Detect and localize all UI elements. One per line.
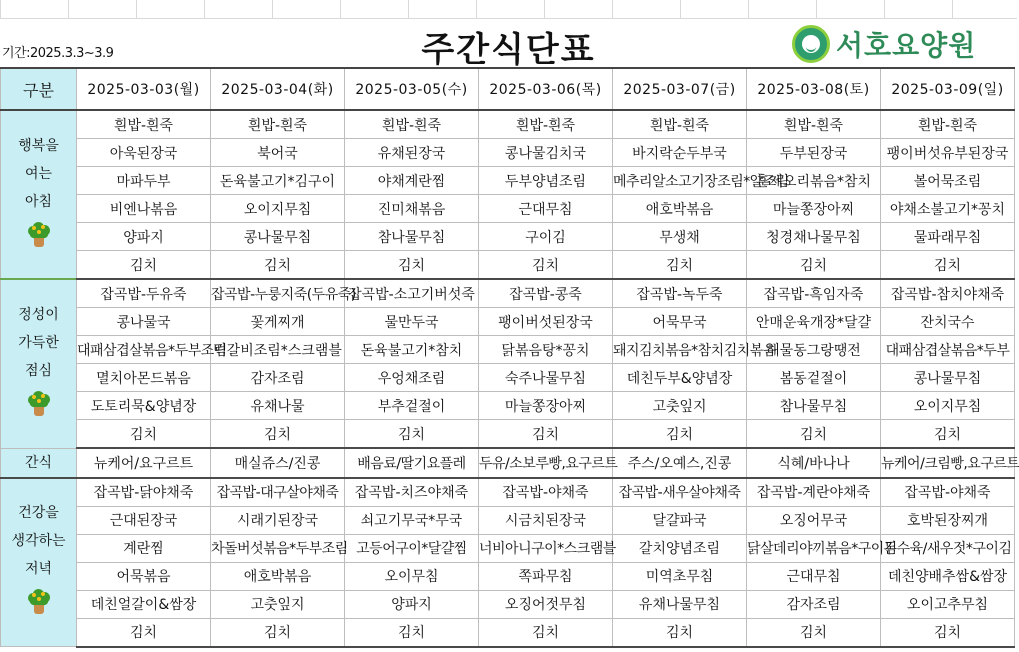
menu-item-cell: 뉴케어/요구르트 [77, 448, 211, 478]
potted-plant-icon [26, 589, 52, 615]
menu-item-cell: 물파래무침 [881, 223, 1015, 251]
section-label-line: 생각하는 [11, 533, 66, 550]
menu-item-cell: 유채나물무침 [613, 590, 747, 618]
menu-item-cell: 잡곡밥-콩죽 [479, 279, 613, 308]
potted-plant-icon [26, 391, 52, 417]
menu-item-cell: 야채소불고기*꽁치 [881, 195, 1015, 223]
menu-item-cell: 부추겉절이 [345, 392, 479, 420]
section-label-line: 정성이 [18, 306, 59, 323]
menu-item-cell: 잡곡밥-두유죽 [77, 279, 211, 308]
menu-item-cell: 양파지 [345, 590, 479, 618]
menu-item-cell: 흰밥-흰죽 [747, 110, 881, 139]
menu-item-cell: 돈육불고기*김구이 [211, 167, 345, 195]
menu-item-cell: 북어국 [211, 139, 345, 167]
logo-text: 서호요양원 [836, 29, 977, 62]
menu-item-cell: 김치 [211, 420, 345, 449]
menu-item-cell: 잡곡밥-닭야채죽 [77, 478, 211, 507]
menu-item-cell: 고춧잎지 [211, 590, 345, 618]
dinner-section-label [1, 478, 77, 647]
menu-item-cell: 고등어구이*달걀찜 [345, 534, 479, 562]
menu-item-cell: 김치 [479, 618, 613, 647]
menu-item-cell: 마늘쫑장아찌 [479, 392, 613, 420]
breakfast-row [1, 195, 1015, 223]
menu-item-cell: 김치 [613, 420, 747, 449]
menu-item-cell: 오이무침 [345, 562, 479, 590]
menu-item-cell: 김치 [881, 618, 1015, 647]
menu-item-cell: 시금치된장국 [479, 506, 613, 534]
snack-section-label [1, 448, 77, 478]
section-label-line: 아침 [24, 193, 53, 210]
menu-item-cell: 잔치국수 [881, 308, 1015, 336]
breakfast-row [1, 139, 1015, 167]
breakfast-row [1, 251, 1015, 280]
menu-item-cell: 떡갈비조림*스크램블 [211, 336, 345, 364]
menu-item-cell: 김치 [211, 251, 345, 280]
spreadsheet-grid-header [0, 0, 1017, 19]
dinner-row [1, 506, 1015, 534]
menu-item-cell: 고춧잎지 [613, 392, 747, 420]
menu-item-cell: 주스/오예스,진콩 [613, 448, 747, 478]
menu-item-cell: 뉴케어/크림빵,요구르트 [881, 448, 1015, 478]
menu-item-cell: 데친양배추쌈&쌈장 [881, 562, 1015, 590]
dinner-row [1, 562, 1015, 590]
menu-item-cell: 무생채 [613, 223, 747, 251]
menu-item-cell: 유채나물 [211, 392, 345, 420]
menu-item-cell: 흰밥-흰죽 [211, 110, 345, 139]
menu-item-cell: 근대무침 [747, 562, 881, 590]
menu-item-cell: 시래기된장국 [211, 506, 345, 534]
menu-item-cell: 돈수육/새우젓*구이김 [881, 534, 1015, 562]
menu-item-cell: 참나물무침 [345, 223, 479, 251]
menu-item-cell: 잡곡밥-새우살야채죽 [613, 478, 747, 507]
lunch-row [1, 392, 1015, 420]
menu-item-cell: 호박된장찌개 [881, 506, 1015, 534]
menu-item-cell: 도토리묵&양념장 [77, 392, 211, 420]
menu-item-cell: 매실쥬스/진콩 [211, 448, 345, 478]
menu-item-cell: 김치 [77, 251, 211, 280]
menu-item-cell: 오이고추무침 [881, 590, 1015, 618]
menu-item-cell: 김치 [613, 251, 747, 280]
menu-item-cell: 잡곡밥-누룽지죽(두유죽) [211, 279, 345, 308]
menu-item-cell: 콩나물김치국 [479, 139, 613, 167]
menu-item-cell: 감자조림 [747, 590, 881, 618]
menu-item-cell: 흰밥-흰죽 [613, 110, 747, 139]
section-label-line: 저녁 [24, 561, 53, 578]
menu-item-cell: 김치 [747, 618, 881, 647]
menu-item-cell: 근대된장국 [77, 506, 211, 534]
menu-item-cell: 김치 [613, 618, 747, 647]
menu-item-cell: 진미채볶음 [345, 195, 479, 223]
page-header [0, 18, 1017, 70]
menu-item-cell: 김치 [881, 420, 1015, 449]
day-header: 2025-03-05(수) [345, 68, 479, 110]
menu-item-cell: 우엉채조림 [345, 364, 479, 392]
menu-item-cell: 김치 [479, 420, 613, 449]
menu-item-cell: 숙주나물무침 [479, 364, 613, 392]
menu-item-cell: 멸치아몬드볶음 [77, 364, 211, 392]
smiley-logo-icon [792, 25, 830, 63]
menu-item-cell: 참나물무침 [747, 392, 881, 420]
menu-item-cell: 콩나물국 [77, 308, 211, 336]
menu-item-cell: 김치 [77, 420, 211, 449]
menu-item-cell: 식혜/바나나 [747, 448, 881, 478]
menu-item-cell: 오이지무침 [211, 195, 345, 223]
section-label-line: 가득한 [18, 334, 59, 351]
menu-item-cell: 팽이버섯된장국 [479, 308, 613, 336]
logo [792, 24, 976, 64]
menu-item-cell: 오징어무국 [747, 506, 881, 534]
dinner-row [1, 590, 1015, 618]
menu-item-cell: 마파두부 [77, 167, 211, 195]
dinner-row [1, 534, 1015, 562]
lunch-row [1, 364, 1015, 392]
menu-item-cell: 닭살데리야끼볶음*구이김 [747, 534, 881, 562]
menu-item-cell: 달걀파국 [613, 506, 747, 534]
menu-item-cell: 애호박볶음 [613, 195, 747, 223]
menu-item-cell: 김치 [345, 618, 479, 647]
menu-item-cell: 쇠고기무국*무국 [345, 506, 479, 534]
menu-item-cell: 데친두부&양념장 [613, 364, 747, 392]
menu-item-cell: 김치 [747, 420, 881, 449]
menu-table [0, 67, 1019, 648]
menu-item-cell: 감자조림 [211, 364, 345, 392]
menu-item-cell: 너비아니구이*스크램블 [479, 534, 613, 562]
menu-item-cell: 김치 [345, 420, 479, 449]
menu-item-cell: 비엔나볶음 [77, 195, 211, 223]
menu-item-cell: 해물동그랑땡전 [747, 336, 881, 364]
menu-item-cell: 닭볶음탕*꽁치 [479, 336, 613, 364]
day-header: 2025-03-09(일) [881, 68, 1015, 110]
menu-item-cell: 메추리알소고기장조림*알조림 [613, 167, 747, 195]
menu-item-cell: 콩나물무침 [211, 223, 345, 251]
section-label-line: 건강을 [18, 505, 59, 522]
menu-item-cell: 돼지김치볶음*참치김치볶음 [613, 336, 747, 364]
menu-item-cell: 꽃게찌개 [211, 308, 345, 336]
menu-item-cell: 바지락순두부국 [613, 139, 747, 167]
section-label-line: 점심 [24, 362, 53, 379]
menu-item-cell: 대패삼겹살볶음*두부조림 [77, 336, 211, 364]
lunch-section-label [1, 279, 77, 448]
menu-item-cell: 봄동겉절이 [747, 364, 881, 392]
menu-item-cell: 대패삼겹살볶음*두부 [881, 336, 1015, 364]
menu-item-cell: 김치 [345, 251, 479, 280]
menu-item-cell: 안매운육개장*달걀 [747, 308, 881, 336]
menu-item-cell: 훈제오리볶음*참치 [747, 167, 881, 195]
menu-item-cell: 아욱된장국 [77, 139, 211, 167]
menu-item-cell: 팽이버섯유부된장국 [881, 139, 1015, 167]
menu-item-cell: 잡곡밥-대구살야채죽 [211, 478, 345, 507]
menu-item-cell: 구이김 [479, 223, 613, 251]
menu-item-cell: 오징어젓무침 [479, 590, 613, 618]
menu-item-cell: 미역초무침 [613, 562, 747, 590]
menu-item-cell: 흰밥-흰죽 [77, 110, 211, 139]
menu-item-cell: 청경채나물무침 [747, 223, 881, 251]
breakfast-row [1, 110, 1015, 139]
menu-item-cell: 마늘쫑장아찌 [747, 195, 881, 223]
menu-item-cell: 갈치양념조림 [613, 534, 747, 562]
menu-item-cell: 김치 [479, 251, 613, 280]
day-header: 2025-03-03(월) [77, 68, 211, 110]
menu-item-cell: 양파지 [77, 223, 211, 251]
menu-item-cell: 잡곡밥-야채죽 [881, 478, 1015, 507]
menu-item-cell: 두부된장국 [747, 139, 881, 167]
dinner-row [1, 618, 1015, 647]
section-label-line: 여는 [24, 165, 53, 182]
breakfast-section-label [1, 110, 77, 279]
menu-item-cell: 잡곡밥-치즈야채죽 [345, 478, 479, 507]
menu-item-cell: 오이지무침 [881, 392, 1015, 420]
menu-item-cell: 흰밥-흰죽 [479, 110, 613, 139]
menu-item-cell: 김치 [747, 251, 881, 280]
menu-item-cell: 야채계란찜 [345, 167, 479, 195]
day-header-row [1, 68, 1015, 110]
menu-item-cell: 두부양념조림 [479, 167, 613, 195]
dinner-row [1, 478, 1015, 507]
menu-item-cell: 두유/소보루빵,요구르트 [479, 448, 613, 478]
menu-item-cell: 쪽파무침 [479, 562, 613, 590]
menu-item-cell: 잡곡밥-야채죽 [479, 478, 613, 507]
corner-label: 구분 [1, 68, 77, 110]
menu-item-cell: 물만두국 [345, 308, 479, 336]
day-header: 2025-03-04(화) [211, 68, 345, 110]
menu-item-cell: 김치 [211, 618, 345, 647]
menu-item-cell: 돈육불고기*참치 [345, 336, 479, 364]
page-title: 주간식단표 [421, 30, 596, 70]
menu-item-cell: 어묵볶음 [77, 562, 211, 590]
breakfast-row [1, 167, 1015, 195]
menu-item-cell: 김치 [77, 618, 211, 647]
menu-item-cell: 유채된장국 [345, 139, 479, 167]
period-label: 기간:2025.3.3~3.9 [2, 46, 114, 61]
potted-plant-icon [26, 222, 52, 248]
menu-item-cell: 흰밥-흰죽 [345, 110, 479, 139]
snack-row [1, 448, 1015, 478]
day-header: 2025-03-08(토) [747, 68, 881, 110]
menu-item-cell: 잡곡밥-흑임자죽 [747, 279, 881, 308]
menu-item-cell: 애호박볶음 [211, 562, 345, 590]
lunch-row [1, 279, 1015, 308]
menu-item-cell: 잡곡밥-참치야채죽 [881, 279, 1015, 308]
menu-item-cell: 어묵무국 [613, 308, 747, 336]
menu-item-cell: 근대무침 [479, 195, 613, 223]
lunch-row [1, 308, 1015, 336]
menu-item-cell: 계란찜 [77, 534, 211, 562]
menu-item-cell: 배음료/딸기요플레 [345, 448, 479, 478]
menu-item-cell: 데친얼갈이&쌈장 [77, 590, 211, 618]
day-header: 2025-03-06(목) [479, 68, 613, 110]
menu-item-cell: 잡곡밥-계란야채죽 [747, 478, 881, 507]
menu-item-cell: 흰밥-흰죽 [881, 110, 1015, 139]
menu-item-cell: 볼어묵조림 [881, 167, 1015, 195]
section-label-line: 행복을 [18, 137, 59, 154]
lunch-row [1, 420, 1015, 449]
menu-item-cell: 차돌버섯볶음*두부조림 [211, 534, 345, 562]
menu-item-cell: 김치 [881, 251, 1015, 280]
menu-item-cell: 잡곡밥-녹두죽 [613, 279, 747, 308]
breakfast-row [1, 223, 1015, 251]
section-label-line: 간식 [24, 454, 53, 471]
menu-item-cell: 잡곡밥-소고기버섯죽 [345, 279, 479, 308]
lunch-row [1, 336, 1015, 364]
menu-item-cell: 콩나물무침 [881, 364, 1015, 392]
day-header: 2025-03-07(금) [613, 68, 747, 110]
